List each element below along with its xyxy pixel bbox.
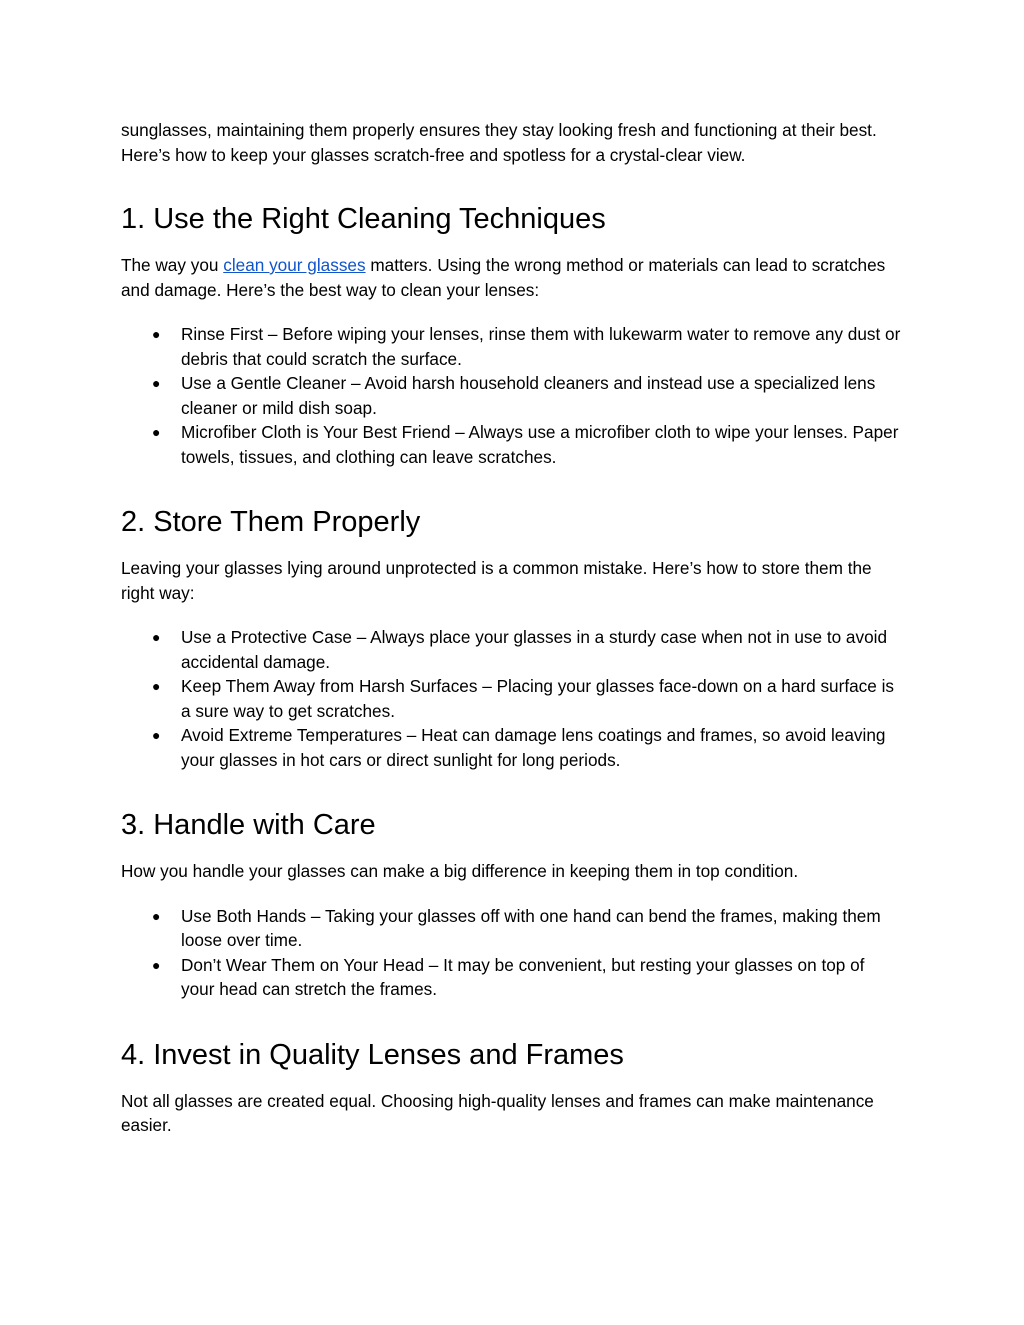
list-item bbox=[121, 723, 901, 772]
section-2-heading: 2. Store Them Properly bbox=[121, 506, 421, 538]
bullet-icon: ● bbox=[152, 326, 161, 342]
clean-your-glasses-link[interactable]: clean your glasses bbox=[223, 255, 366, 275]
bullet-icon: ● bbox=[152, 375, 161, 391]
section-1-list bbox=[121, 322, 901, 469]
bullet-icon: ● bbox=[152, 678, 161, 694]
list-item-text: Avoid Extreme Temperatures – Heat can damage lens coatings and frames, so avoid leaving your glasses in hot cars or direct sunlight for long periods. bbox=[181, 725, 886, 770]
section-1-paragraph-start: The way you bbox=[121, 255, 224, 275]
section-2-paragraph: Leaving your glasses lying around unprotected is a common mistake. Here’s how to store them the right way: bbox=[121, 558, 872, 603]
list-item bbox=[121, 420, 901, 469]
list-item-text: Use Both Hands – Taking your glasses off with one hand can bend the frames, making them loose over time. bbox=[181, 905, 881, 950]
section-4-heading: 4. Invest in Quality Lenses and Frames bbox=[121, 1038, 624, 1071]
section-2-list bbox=[121, 625, 901, 772]
section-1-paragraph bbox=[121, 253, 901, 302]
list-item-text: Microfiber Cloth is Your Best Friend – Always use a microfiber cloth to wipe your lenses. Paper towels, tissues, and clothing can leave scratches. bbox=[181, 422, 899, 467]
list-item bbox=[121, 625, 901, 674]
section-3-list bbox=[121, 904, 901, 1002]
list-item-text: Rinse First – Before wiping your lenses, rinse them with lukewarm water to remove any dust or debris that could scratch the surface. bbox=[181, 324, 901, 369]
section-4-paragraph: Not all glasses are created equal. Choosing high-quality lenses and frames can make maintenance easier. bbox=[121, 1090, 874, 1135]
list-item-text: Keep Them Away from Harsh Surfaces – Placing your glasses face-down on a hard surface is a sure way to get scratches. bbox=[181, 676, 895, 721]
bullet-icon: ● bbox=[152, 629, 161, 645]
section-1-heading: 1. Use the Right Cleaning Techniques bbox=[121, 203, 606, 235]
section-1-paragraph-end: matters. Using the wrong method or materials can lead to scratches and damage. Here’s the best way to clean your lenses: bbox=[121, 255, 886, 300]
list-item bbox=[121, 674, 901, 723]
bullet-icon: ● bbox=[152, 424, 161, 440]
section-3-heading: 3. Handle with Care bbox=[121, 809, 376, 841]
list-item-text: Use a Protective Case – Always place your glasses in a sturdy case when not in use to avoid accidental damage. bbox=[181, 627, 888, 672]
list-item bbox=[121, 322, 901, 371]
list-item-text: Use a Gentle Cleaner – Avoid harsh household cleaners and instead use a specialized lens cleaner or mild dish soap. bbox=[181, 373, 876, 418]
list-item bbox=[121, 371, 901, 420]
bullet-icon: ● bbox=[152, 907, 161, 924]
bullet-icon: ● bbox=[152, 956, 161, 973]
intro-paragraph: sunglasses, maintaining them properly ensures they stay looking fresh and functioning at their best. Here’s how to keep your glasses scratch-free and spotless for a crystal-clear view. bbox=[121, 120, 877, 165]
list-item-text: Don’t Wear Them on Your Head – It may be convenient, but resting your glasses on top of your head can stretch the frames. bbox=[181, 954, 865, 999]
document-page bbox=[121, 118, 901, 1138]
bullet-icon: ● bbox=[152, 727, 161, 743]
list-item bbox=[121, 904, 901, 953]
list-item bbox=[121, 953, 901, 1002]
section-3-paragraph: How you handle your glasses can make a big difference in keeping them in top condition. bbox=[121, 861, 799, 881]
